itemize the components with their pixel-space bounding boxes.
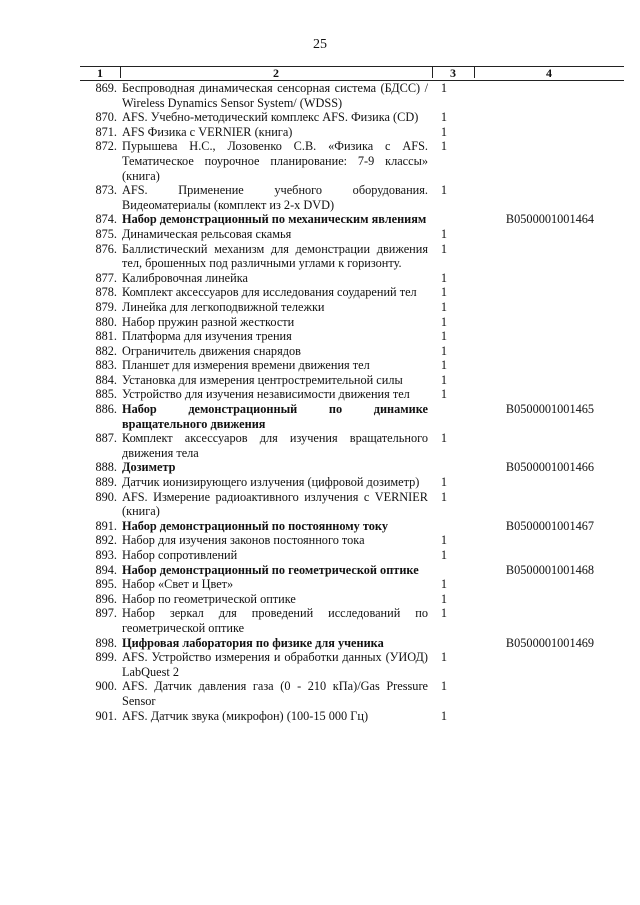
row-number: 880.	[95, 314, 117, 329]
inventory-code: B0500001001464	[505, 212, 595, 227]
item-quantity: 1	[440, 139, 448, 154]
item-quantity: 1	[440, 372, 448, 387]
table-row	[80, 139, 624, 183]
inventory-code	[456, 125, 624, 140]
row-number: 886.	[95, 402, 117, 417]
row-number: 881.	[95, 329, 117, 344]
table-row	[80, 402, 624, 431]
table-row	[80, 563, 624, 578]
row-number: 896.	[95, 591, 117, 606]
item-quantity: 1	[440, 679, 448, 694]
row-number: 873.	[95, 183, 117, 198]
table-row	[80, 315, 624, 330]
header-cell-4: 4	[546, 66, 552, 80]
item-name: Цифровая лаборатория по физике для ученика	[122, 635, 384, 650]
table-row	[80, 577, 624, 592]
row-number: 899.	[95, 650, 117, 665]
row-number: 894.	[95, 562, 117, 577]
inventory-code	[456, 679, 624, 708]
inventory-code	[456, 577, 624, 592]
row-number: 897.	[95, 606, 117, 621]
item-quantity: 1	[440, 81, 448, 95]
row-number: 877.	[95, 270, 117, 285]
row-number: 878.	[95, 285, 117, 300]
inventory-code: B0500001001469	[505, 635, 595, 650]
item-name: Комплект аксессуаров для исследования соударений тел	[122, 285, 417, 300]
item-name: Планшет для измерения времени движения тел	[122, 358, 370, 373]
equipment-table	[80, 66, 624, 723]
item-quantity	[432, 460, 456, 475]
table-row	[80, 125, 624, 140]
table-body	[80, 81, 624, 723]
row-number: 898.	[95, 635, 117, 650]
item-quantity: 1	[440, 475, 448, 490]
item-name: AFS. Применение учебного оборудования. Видеоматериалы (комплект из 2-х DVD)	[122, 183, 428, 212]
item-quantity: 1	[440, 650, 448, 665]
row-number: 901.	[95, 708, 117, 723]
table-row	[80, 519, 624, 534]
item-quantity	[432, 563, 456, 578]
inventory-code	[456, 533, 624, 548]
item-name: AFS. Учебно-методический комплекс AFS. Физика (CD)	[122, 110, 419, 125]
inventory-code	[456, 431, 624, 460]
table-row	[80, 387, 624, 402]
inventory-code	[456, 606, 624, 635]
inventory-code	[456, 344, 624, 359]
table-row	[80, 110, 624, 125]
item-quantity: 1	[440, 431, 448, 446]
table-row	[80, 592, 624, 607]
item-name: Набор демонстрационный по динамике вращательного движения	[122, 402, 428, 431]
item-quantity: 1	[440, 387, 448, 402]
table-row	[80, 300, 624, 315]
inventory-code	[456, 285, 624, 300]
item-quantity: 1	[440, 183, 448, 198]
inventory-code	[456, 183, 624, 212]
header-cell-2: 2	[273, 66, 279, 80]
item-quantity: 1	[440, 285, 448, 300]
item-name: Комплект аксессуаров для изучения вращательного движения тела	[122, 431, 428, 460]
item-name: Набор демонстрационный по механическим явлениям	[122, 212, 427, 227]
inventory-code	[456, 315, 624, 330]
row-number: 900.	[95, 679, 117, 694]
row-number: 895.	[95, 577, 117, 592]
item-name: Устройство для изучения независимости движения тел	[122, 387, 410, 402]
row-number: 888.	[95, 460, 117, 475]
inventory-code	[456, 358, 624, 373]
item-quantity	[432, 402, 456, 431]
row-number: 890.	[95, 489, 117, 504]
item-name: Датчик ионизирующего излучения (цифровой дозиметр)	[122, 475, 420, 490]
item-name: Установка для измерения центростремительной силы	[122, 372, 403, 387]
item-name: Набор сопротивлений	[122, 548, 238, 562]
item-name: Платформа для изучения трения	[122, 329, 292, 344]
table-row	[80, 183, 624, 212]
inventory-code	[456, 271, 624, 286]
item-name: Набор зеркал для проведений исследований по геометрической оптике	[122, 606, 428, 635]
inventory-code	[456, 709, 624, 724]
row-number: 882.	[95, 343, 117, 358]
table-row	[80, 548, 624, 563]
table-row	[80, 490, 624, 519]
table-row	[80, 679, 624, 708]
item-name: Динамическая рельсовая скамья	[122, 226, 292, 241]
item-name: Калибровочная линейка	[122, 270, 248, 285]
table-row	[80, 81, 624, 110]
table-row	[80, 636, 624, 651]
item-quantity	[432, 636, 456, 651]
item-quantity	[432, 212, 456, 227]
row-number: 875.	[95, 226, 117, 241]
row-number: 874.	[95, 212, 117, 227]
table-row	[80, 373, 624, 388]
item-name: Набор по геометрической оптике	[122, 591, 296, 606]
item-quantity: 1	[440, 329, 448, 344]
item-quantity: 1	[440, 241, 448, 256]
inventory-code	[456, 650, 624, 679]
item-quantity: 1	[440, 124, 448, 139]
item-name: Набор демонстрационный по геометрической оптике	[122, 562, 419, 577]
inventory-code	[456, 592, 624, 607]
page-number: 25	[313, 37, 327, 52]
table-header	[80, 66, 624, 81]
item-name: AFS. Датчик давления газа (0 - 210 кПа)/Gas Pressure Sensor	[122, 679, 428, 708]
item-name: Пурышева Н.С., Лозовенко С.В. «Физика с AFS. Тематическое поурочное планирование: 7-9 классы» (книга)	[122, 139, 428, 183]
item-name: Набор пружин разной жесткости	[122, 314, 295, 329]
item-name: Беспроводная динамическая сенсорная система (БДСС) / Wireless Dynamics Sensor System/ (WDSS)	[122, 81, 428, 110]
inventory-code	[456, 373, 624, 388]
table-row	[80, 709, 624, 724]
table-row	[80, 358, 624, 373]
item-quantity: 1	[440, 591, 448, 606]
inventory-code	[456, 300, 624, 315]
item-name: Дозиметр	[122, 460, 176, 475]
header-cell-1: 1	[97, 66, 103, 80]
row-number: 870.	[95, 110, 117, 125]
item-quantity: 1	[440, 577, 448, 592]
table-row	[80, 285, 624, 300]
row-number: 893.	[95, 548, 117, 562]
row-number: 879.	[95, 299, 117, 314]
inventory-code	[456, 242, 624, 271]
table-row	[80, 271, 624, 286]
row-number: 871.	[95, 124, 117, 139]
inventory-code	[456, 81, 624, 110]
item-quantity: 1	[440, 533, 448, 548]
inventory-code	[456, 387, 624, 402]
inventory-code	[456, 475, 624, 490]
item-name: AFS. Устройство измерения и обработки данных (УИОД) LabQuest 2	[122, 650, 428, 679]
row-number: 891.	[95, 518, 117, 533]
table-row	[80, 212, 624, 227]
item-quantity: 1	[440, 606, 448, 621]
item-name: AFS. Измерение радиоактивного излучения с VERNIER (книга)	[122, 489, 428, 519]
header-cell-3: 3	[450, 66, 456, 80]
item-name: Баллистический механизм для демонстрации движения тел, брошенных под различными углами к горизонту.	[122, 241, 428, 271]
row-number: 887.	[95, 431, 117, 446]
item-name: Линейка для легкоподвижной тележки	[122, 299, 325, 314]
inventory-code: B0500001001467	[505, 518, 595, 533]
row-number: 884.	[95, 372, 117, 387]
table-row	[80, 227, 624, 242]
row-number: 869.	[95, 81, 117, 95]
item-quantity: 1	[440, 343, 448, 358]
item-name: Ограничитель движения снарядов	[122, 343, 301, 358]
item-name: Набор «Свет и Цвет»	[122, 577, 234, 592]
table-row	[80, 344, 624, 359]
row-number: 872.	[95, 139, 117, 154]
table-row	[80, 475, 624, 490]
inventory-code	[456, 110, 624, 125]
item-quantity: 1	[440, 270, 448, 285]
item-quantity: 1	[440, 548, 448, 562]
item-quantity: 1	[440, 226, 448, 241]
table-row	[80, 431, 624, 460]
table-row	[80, 606, 624, 635]
item-quantity: 1	[440, 299, 448, 314]
item-name: AFS Физика с VERNIER (книга)	[122, 124, 293, 139]
row-number: 876.	[95, 241, 117, 256]
row-number: 892.	[95, 533, 117, 548]
row-number: 885.	[95, 387, 117, 402]
item-quantity: 1	[440, 708, 448, 723]
item-name: AFS. Датчик звука (микрофон) (100-15 000 Гц)	[122, 708, 369, 723]
inventory-code	[456, 139, 624, 183]
item-name: Набор для изучения законов постоянного тока	[122, 533, 365, 548]
inventory-code: B0500001001465	[505, 402, 595, 417]
table-row	[80, 650, 624, 679]
item-quantity: 1	[440, 314, 448, 329]
table-row	[80, 242, 624, 271]
inventory-code: B0500001001468	[505, 562, 595, 577]
inventory-code: B0500001001466	[505, 460, 595, 475]
inventory-code	[456, 548, 624, 563]
inventory-code	[456, 490, 624, 519]
item-quantity: 1	[440, 110, 448, 125]
table-row	[80, 533, 624, 548]
table-row	[80, 460, 624, 475]
item-name: Набор демонстрационный по постоянному току	[122, 518, 388, 533]
item-quantity	[432, 519, 456, 534]
row-number: 889.	[95, 475, 117, 490]
inventory-code	[456, 329, 624, 344]
row-number: 883.	[95, 358, 117, 373]
item-quantity: 1	[440, 489, 448, 504]
inventory-code	[456, 227, 624, 242]
item-quantity: 1	[440, 358, 448, 373]
table-row	[80, 329, 624, 344]
